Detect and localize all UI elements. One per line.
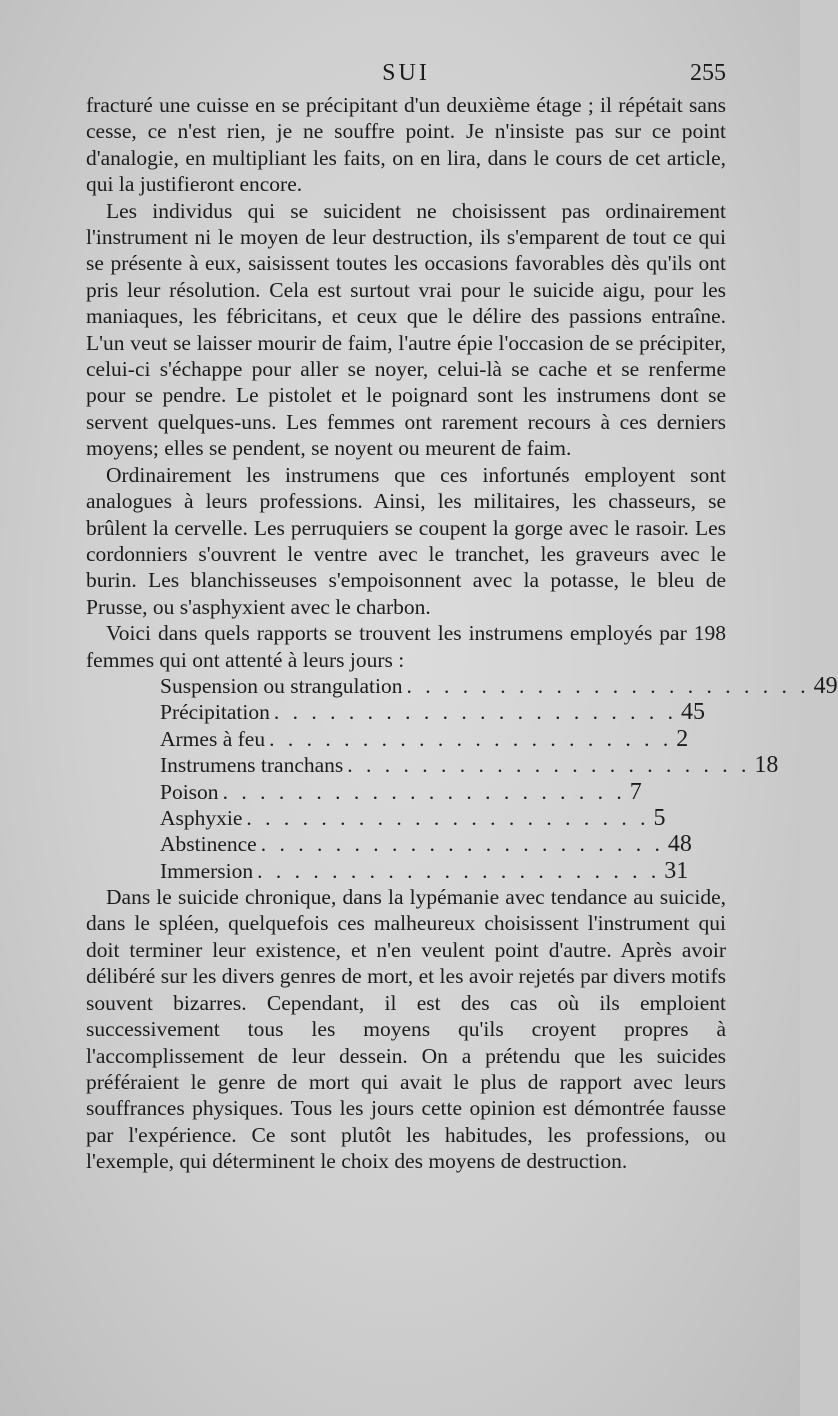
leader-dots: . . . . . . . . . . . . . . . . . . . . . . [246,805,650,830]
paragraph-choice-of-means: Les individus qui se suicident ne choisissent pas ordinairement l'instrument ni le moyen de leur destruction, ils s'emparent de tout ce qui se présente à eux, saisissent toutes les occasions favorables dès qu'ils ont pris leur résolution. Cela est surtout vrai pour le suicide aigu, pour les maniaques, les fébricitans, et ceux que le délire des passions entraîne. L'un veut se laisser mourir de faim, l'autre épie l'occasion de se précipiter, celui-ci s'échappe pour aller se noyer, celui-là se cache et se renferme pour se pendre. Le pistolet et le poignard sont les instrumens dont se servent quelques-uns. Les femmes ont rarement recours à ces derniers moyens; elles se pendent, se noyent ou meurent de faim. [86,198,726,461]
row-label: Précipitation [160,700,270,725]
leader-dots: . . . . . . . . . . . . . . . . . . . . . . [260,832,664,857]
leader-dots: . . . . . . . . . . . . . . . . . . . . . . [273,700,677,725]
paragraph-table-intro: Voici dans quels rapports se trouvent les instrumens employés par 198 femmes qui ont attenté à leurs jours : [86,621,726,672]
row-label: Armes à feu [160,726,266,751]
row-value: 45 [681,699,705,726]
table-row [160,725,689,752]
table-row [160,804,666,831]
page-header [86,60,726,94]
row-label: Abstinence [160,832,257,857]
row-label: Suspension ou strangulation [160,673,403,698]
instruments-table [160,672,838,884]
table-row [160,752,779,779]
leader-dots: . . . . . . . . . . . . . . . . . . . . . . [347,753,751,778]
row-value: 18 [754,752,779,779]
row-value: 7 [629,778,642,805]
table-row [160,831,692,858]
leader-dots: . . . . . . . . . . . . . . . . . . . . . . [406,673,810,698]
row-label: Instrumens tranchans [160,753,344,778]
table-row [160,699,705,726]
row-value: 31 [664,857,689,884]
paragraph-professions: Ordinairement les instrumens que ces infortunés employent sont analogues à leurs professions. Ainsi, les militaires, les chasseurs, se brûlent la cervelle. Les perruquiers se coupent la gorge avec le rasoir. Les cordonniers s'ouvrent le ventre avec le tranchet, les graveurs avec le burin. Les blanchisseuses s'empoisonnent avec la potasse, le bleu de Prusse, ou s'asphyxient avec le charbon. [86,462,726,619]
row-label: Immersion [160,858,254,883]
row-value: 5 [653,804,666,831]
leader-dots: . . . . . . . . . . . . . . . . . . . . . . [269,726,673,751]
page-number: 255 [690,60,726,86]
paragraph-chronic-suicide: Dans le suicide chronique, dans la lypémanie avec tendance au suicide, dans le spléen, quelquefois ces malheureux choisissent l'instrument qui doit terminer leur existence, et n'en veulent point d'autre. Après avoir délibéré sur les divers genres de mort, et les avoir rejetés par divers motifs souvent bizarres. Cependant, il est des cas où ils emploient successivement tous les moyens qu'ils croyent propres à l'accomplissement de leur dessein. On a prétendu que les suicides préféraient le genre de mort qui avait le plus de rapport avec leurs souffrances physiques. Tous les jours cette opinion est démontrée fausse par l'expérience. Ce sont plutôt les habitudes, les professions, ou l'exemple, qui déterminent le choix des moyens de destruction. [86,885,726,1174]
leader-dots: . . . . . . . . . . . . . . . . . . . . . . [222,779,626,804]
row-value: 2 [676,725,689,752]
table-row [160,778,642,805]
leader-dots: . . . . . . . . . . . . . . . . . . . . . . [257,858,661,883]
body-text [86,92,838,1175]
paragraph-continuation: fracturé une cuisse en se précipitant d'un deuxième étage ; il répétait sans cesse, ce n'est rien, je ne souffre point. Je n'insiste pas sur ce point d'analogie, en multipliant les faits, on en lira, dans le cours de cet article, qui la justifieront encore. [86,93,726,197]
table-row [160,672,838,699]
table-row [160,857,689,884]
row-label: Asphyxie [160,805,243,830]
row-label: Poison [160,779,219,804]
running-head: SUI [382,60,430,86]
row-value: 49 [813,672,838,699]
row-value: 48 [667,831,692,858]
